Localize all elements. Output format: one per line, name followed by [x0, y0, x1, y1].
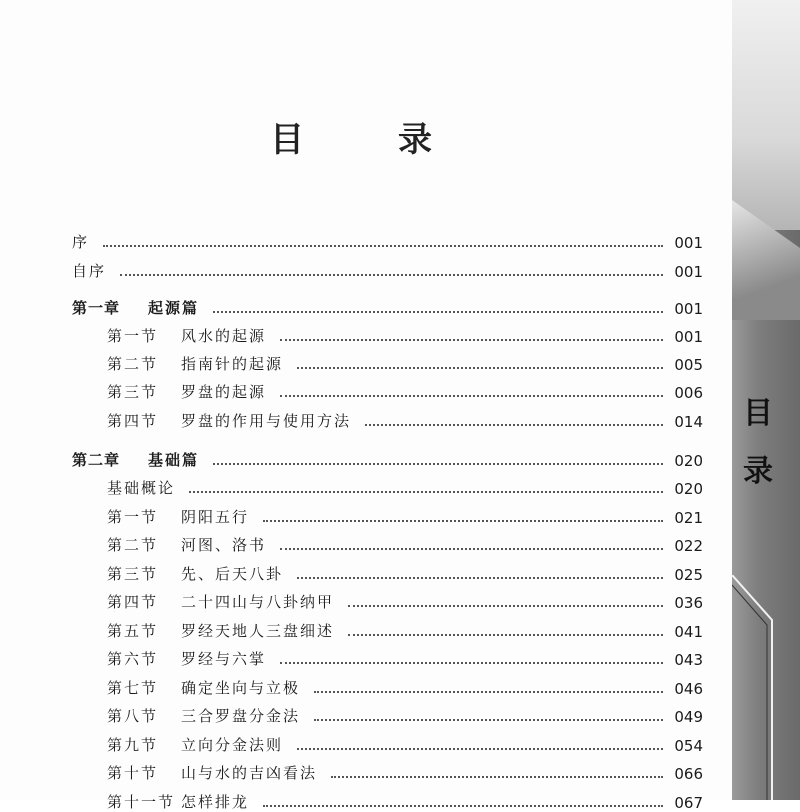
toc-leader-dots — [280, 548, 663, 550]
toc-page-number: 046 — [674, 680, 703, 698]
toc-page-number: 066 — [674, 765, 703, 783]
toc-entry-number: 第九节 — [107, 736, 159, 754]
toc-entry-label — [72, 231, 89, 252]
toc-page-number: 001 — [674, 300, 703, 318]
toc-entry-label — [72, 260, 106, 281]
side-tab — [732, 0, 800, 800]
toc-entry-label — [107, 325, 266, 346]
toc-page-number: 054 — [674, 737, 703, 755]
toc-page-number: 001 — [674, 263, 703, 281]
toc-leader-dots — [263, 520, 663, 522]
toc-entry-number: 第四节 — [107, 593, 159, 611]
toc-leader-dots — [213, 311, 663, 313]
toc-leader-dots — [280, 662, 663, 664]
toc-leader-dots — [331, 776, 663, 778]
toc-entry-title: 三合罗盘分金法 — [181, 707, 301, 725]
page-title: 目 录 — [270, 120, 462, 160]
toc-entry-number: 第八节 — [107, 707, 159, 725]
toc-front-row[interactable] — [72, 257, 703, 281]
toc-leader-dots — [280, 395, 663, 397]
toc-leader-dots — [297, 748, 663, 750]
toc-page-number: 005 — [674, 356, 703, 374]
side-tab-highlight — [732, 0, 800, 230]
toc-entry-number: 第一节 — [107, 508, 159, 526]
toc-entry-title: 基础概论 — [107, 479, 176, 497]
toc-section-row[interactable] — [107, 702, 703, 726]
toc-entry-title: 罗盘的起源 — [181, 383, 267, 401]
toc-section-row[interactable] — [107, 350, 703, 374]
toc-entry-title: 二十四山与八卦纳甲 — [181, 593, 335, 611]
toc-entry-number: 第三节 — [107, 383, 159, 401]
toc-entry-number: 第一节 — [107, 327, 159, 345]
toc-leader-dots — [280, 339, 663, 341]
toc-entry-title: 指南针的起源 — [181, 355, 284, 373]
toc-entry-title: 序 — [72, 233, 90, 251]
toc-entry-label — [107, 563, 283, 584]
toc-entry-number: 第七节 — [107, 679, 159, 697]
toc-entry-number: 第六节 — [107, 650, 159, 668]
toc-entry-label — [107, 591, 334, 612]
toc-section-row[interactable] — [107, 788, 703, 812]
toc-page-number: 025 — [674, 566, 703, 584]
toc-page-number: 049 — [674, 708, 703, 726]
toc-section-row[interactable] — [107, 322, 703, 346]
toc-page-number: 022 — [674, 537, 703, 555]
toc-leader-dots — [348, 634, 663, 636]
toc-entry-title: 怎样排龙 — [181, 793, 250, 811]
toc-section-row[interactable] — [107, 674, 703, 698]
toc-entry-label — [107, 648, 266, 669]
toc-entry-title: 河图、洛书 — [181, 536, 267, 554]
toc-page-number: 020 — [674, 452, 703, 470]
toc-entry-number: 第三节 — [107, 565, 159, 583]
toc-entry-title: 罗经与六掌 — [181, 650, 267, 668]
toc-entry-title: 风水的起源 — [181, 327, 267, 345]
toc-leader-dots — [365, 424, 663, 426]
toc-page-number: 041 — [674, 623, 703, 641]
toc-entry-label — [107, 734, 283, 755]
toc-entry-number: 第十节 — [107, 764, 159, 782]
toc-section-row[interactable] — [107, 731, 703, 755]
toc-leader-dots — [263, 805, 663, 807]
toc-leader-dots — [314, 691, 663, 693]
side-tab-char-2: 录 — [743, 454, 773, 489]
toc-leader-dots — [120, 274, 663, 276]
toc-entry-title: 山与水的吉凶看法 — [181, 764, 318, 782]
toc-entry-title: 罗经天地人三盘细述 — [181, 622, 335, 640]
side-tab-char-1: 目 — [743, 396, 773, 431]
toc-section-row[interactable] — [107, 378, 703, 402]
toc-section-row[interactable] — [107, 759, 703, 783]
toc-entry-title: 先、后天八卦 — [181, 565, 284, 583]
toc-page-number: 036 — [674, 594, 703, 612]
toc-front-row[interactable] — [72, 228, 703, 252]
toc-leader-dots — [297, 577, 663, 579]
toc-leader-dots — [348, 605, 663, 607]
toc-section-row[interactable] — [107, 645, 703, 669]
toc-entry-number: 第二章 — [72, 451, 121, 469]
toc-page-number: 006 — [674, 384, 703, 402]
toc-entry-label — [107, 762, 317, 783]
toc-entry-label — [107, 705, 300, 726]
toc-entry-title: 确定坐向与立极 — [181, 679, 301, 697]
toc-entry-number: 第四节 — [107, 412, 159, 430]
toc-entry-title: 立向分金法则 — [181, 736, 284, 754]
toc-chapter-row[interactable] — [72, 294, 703, 318]
toc-page-number: 014 — [674, 413, 703, 431]
toc-entry-label — [107, 477, 175, 498]
toc-page-number: 021 — [674, 509, 703, 527]
toc-entry-label — [107, 410, 351, 431]
toc-chapter-row[interactable] — [72, 446, 703, 470]
toc-leader-dots — [297, 367, 663, 369]
toc-page-number: 001 — [674, 328, 703, 346]
toc-entry-title: 基础篇 — [148, 451, 200, 469]
toc-leader-dots — [189, 491, 663, 493]
toc-page-number: 067 — [674, 794, 703, 812]
toc-leader-dots — [314, 719, 663, 721]
toc-entry-number: 第二节 — [107, 355, 159, 373]
toc-entry-label — [107, 677, 300, 698]
toc-entry-title: 自序 — [72, 262, 107, 280]
toc-section-row[interactable] — [107, 407, 703, 431]
toc-section-row[interactable] — [107, 617, 703, 641]
side-tab-decoration — [732, 575, 800, 800]
toc-entry-label — [72, 449, 199, 470]
toc-leader-dots — [213, 463, 663, 465]
toc-entry-number: 第五节 — [107, 622, 159, 640]
toc-entry-label — [72, 297, 199, 318]
toc-entry-label — [107, 791, 249, 812]
toc-entry-title: 阴阳五行 — [181, 508, 250, 526]
toc-entry-label — [107, 506, 249, 527]
toc-page-number: 020 — [674, 480, 703, 498]
toc-section-row[interactable] — [107, 588, 703, 612]
toc-entry-label — [107, 620, 334, 641]
toc-leader-dots — [103, 245, 663, 247]
toc-entry-title: 起源篇 — [148, 299, 200, 317]
toc-section-row[interactable] — [107, 503, 703, 527]
toc-entry-title: 罗盘的作用与使用方法 — [181, 412, 352, 430]
toc-page-number: 043 — [674, 651, 703, 669]
toc-entry-number: 第十一节 — [107, 793, 176, 811]
toc-page-number: 001 — [674, 234, 703, 252]
toc-entry-number: 第二节 — [107, 536, 159, 554]
toc-entry-number: 第一章 — [72, 299, 121, 317]
toc-entry-label — [107, 381, 266, 402]
toc-entry-label — [107, 534, 266, 555]
toc-section-row[interactable] — [107, 474, 703, 498]
toc-section-row[interactable] — [107, 531, 703, 555]
toc-section-row[interactable] — [107, 560, 703, 584]
toc-entry-label — [107, 353, 283, 374]
